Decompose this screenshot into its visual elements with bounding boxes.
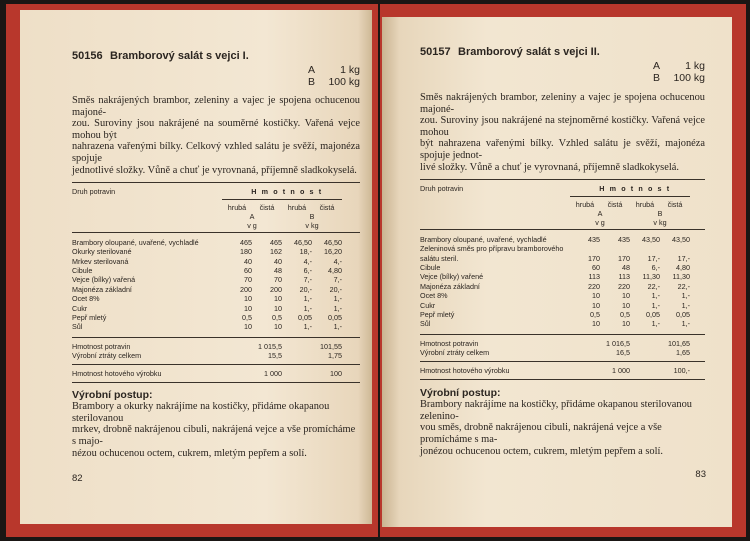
ingredient-value: 1,-: [651, 300, 660, 310]
weight-title: H m o t n o s t: [599, 184, 671, 194]
final-a: 1 000: [264, 369, 282, 379]
ingredient-value: 113: [618, 272, 630, 282]
table-top-rule: [420, 179, 705, 180]
ingredient-value: 43,50: [672, 234, 690, 244]
ingredient-value: 0,5: [620, 309, 630, 319]
final-rule: [420, 361, 705, 362]
ingredient-value: 10: [622, 291, 630, 301]
ingredient-value: 220: [618, 281, 630, 291]
yield-amounts: [308, 64, 360, 88]
group-a: A: [249, 211, 255, 221]
ingredient-name: Cukr: [420, 300, 436, 310]
ingredient-value: 1,-: [681, 291, 690, 301]
recipe-title: Bramborový salát s vejci II.: [458, 46, 600, 58]
group-labels: [72, 212, 360, 221]
procedure-text: [72, 401, 360, 460]
ingredient-value: 180: [240, 247, 252, 257]
ingredient-value: 43,50: [642, 234, 660, 244]
ingredient-value: [660, 244, 690, 253]
procedure-line: Brambory a okurky nakrájíme na kostičky, přidáme okapanou sterilovanou: [72, 400, 330, 424]
ingredient-value: 200: [240, 284, 252, 294]
table-row: [72, 294, 360, 303]
table-head: [72, 187, 360, 202]
table-row: [420, 235, 705, 244]
total-b: 101,65: [668, 338, 690, 348]
ingredient-value: 70: [274, 275, 282, 285]
ingredient-value: 1,-: [303, 294, 312, 304]
table-bottom-rule: [72, 382, 360, 383]
procedure-line: Brambory nakrájíme na kostičky, přidáme okapanou sterilovanou zelenino-: [420, 398, 693, 422]
final-label: Hmotnost hotového výrobku: [420, 366, 510, 376]
table-row: [420, 254, 705, 263]
ingredient-value: 20,-: [329, 284, 342, 294]
procedure-heading: Výrobní postup:: [72, 388, 153, 401]
ingredient-name: Okurky sterilované: [72, 247, 132, 257]
weight-rule: [222, 199, 342, 200]
ingredient-value: 10: [274, 322, 282, 332]
ingredient-name: Vejce (bílky) vařená: [72, 275, 136, 285]
table-row: [72, 304, 360, 313]
ingredient-value: 170: [588, 253, 600, 263]
ingredient-value: 40: [274, 256, 282, 266]
ingredient-value: 4,80: [328, 265, 342, 275]
ingredient-value: 4,-: [303, 256, 312, 266]
table-row: [420, 310, 705, 319]
ingredient-value: 0,5: [272, 312, 282, 322]
yield-value: 1 kg: [685, 60, 705, 72]
ingredient-value: 0,05: [328, 312, 342, 322]
page-left: [20, 10, 372, 524]
recipe-header: [72, 50, 360, 62]
ingredient-name: Mrkev sterilovaná: [72, 256, 129, 266]
ingredients-table: [420, 184, 705, 380]
ingredient-value: 435: [618, 234, 630, 244]
table-row: [72, 275, 360, 284]
table-row: [420, 291, 705, 300]
yield-key: B: [653, 72, 661, 84]
sub-header: hrubá: [635, 199, 655, 209]
final-row: [420, 366, 705, 375]
table-row: [420, 272, 705, 281]
ingredient-value: 1,-: [651, 291, 660, 301]
final-b: 100: [330, 369, 342, 379]
procedure-line: jonézou ochucenou octem, cukrem, mletým pepřem a solí.: [420, 446, 663, 458]
table-row: [72, 322, 360, 331]
weight-rule: [570, 196, 690, 197]
ingredient-value: 1,-: [333, 303, 342, 313]
ingredient-value: 7,-: [303, 275, 312, 285]
ingredient-value: 170: [618, 253, 630, 263]
final-label: Hmotnost hotového výrobku: [72, 369, 162, 379]
group-labels: [420, 209, 705, 218]
weight-title: H m o t n o s t: [251, 187, 323, 197]
ingredient-name: Brambory oloupané, uvařené, vychladlé: [420, 234, 547, 244]
ingredient-value: 10: [622, 300, 630, 310]
recipe-code: 50156: [72, 50, 103, 62]
ingredient-value: 1,-: [681, 300, 690, 310]
sub-header: hrubá: [287, 202, 307, 212]
ingredient-value: 22,-: [677, 281, 690, 291]
ingredient-value: 18,-: [299, 247, 312, 257]
ingredient-value: 1,-: [303, 303, 312, 313]
ingredient-value: 10: [274, 294, 282, 304]
unit-labels: [72, 221, 360, 230]
ingredient-value: 6,-: [651, 262, 660, 272]
unit-g: v g: [595, 218, 605, 228]
table-row: [72, 285, 360, 294]
ingredient-value: 220: [588, 281, 600, 291]
sub-header: hrubá: [575, 199, 595, 209]
sub-header: čistá: [319, 202, 335, 212]
ingredient-name: Ocet 8%: [420, 291, 448, 301]
ingredient-name: Majonéza základní: [72, 284, 132, 294]
description-line: zou. Suroviny jsou nakrájené na stejnoměrné kostičky. Vařená vejce mohou: [420, 115, 705, 138]
procedure-text: [420, 399, 705, 458]
table-row: [420, 301, 705, 310]
ingredient-value: 70: [244, 275, 252, 285]
ingredient-value: 4,80: [676, 262, 690, 272]
table-row: [420, 282, 705, 291]
table-row: [420, 244, 705, 253]
ingredient-name: Brambory oloupané, uvařené, vychladlé: [72, 237, 199, 247]
ingredient-value: 17,-: [677, 253, 690, 263]
sub-headers: [420, 200, 705, 209]
ingredient-value: 46,50: [324, 237, 342, 247]
total-a: 1 016,5: [606, 338, 630, 348]
ingredient-name: Vejce (bílky) vařené: [420, 272, 484, 282]
procedure-line: mrkev, drobně nakrájenou cibuli, nakrájená vejce a vše promícháme s majo-: [72, 424, 356, 448]
ingredient-value: 48: [274, 265, 282, 275]
recipe-code: 50157: [420, 46, 451, 58]
unit-kg: v kg: [653, 218, 667, 228]
ingredient-name: Pepř mletý: [72, 312, 107, 322]
ingredient-value: 1,-: [303, 322, 312, 332]
yield-value: 100 kg: [328, 76, 360, 88]
table-head: [420, 184, 705, 199]
ingredient-name: Pepř mletý: [420, 309, 455, 319]
total-row: [420, 348, 705, 357]
final-b: 100,-: [673, 366, 690, 376]
recipe-header: [420, 46, 705, 58]
yield-amounts: [653, 60, 705, 84]
ingredient-value: 10: [592, 300, 600, 310]
total-row: [420, 339, 705, 348]
ingredient-value: 10: [274, 303, 282, 313]
ingredients-table: [72, 187, 360, 383]
ingredient-value: [600, 244, 630, 253]
ingredient-value: 60: [592, 262, 600, 272]
recipe-description: [420, 92, 705, 173]
weight-header: [222, 187, 342, 202]
table-row: [72, 247, 360, 256]
sub-header: čistá: [259, 202, 275, 212]
description-line: Směs nakrájených brambor, zeleniny a vajec je spojena ochucenou majoné-: [420, 92, 705, 115]
ingredient-value: 1,-: [651, 319, 660, 329]
ingredient-name: Cukr: [72, 303, 88, 313]
ingredient-value: 10: [244, 303, 252, 313]
total-row: [72, 342, 360, 351]
ingredient-value: 1,-: [333, 322, 342, 332]
description-line: jednotlivé složky. Vůně a chuť je vyrovnaná, příjemně sladkokyselá.: [72, 164, 357, 176]
total-b: 1,65: [676, 348, 690, 358]
ingredient-value: 10: [244, 322, 252, 332]
ingredient-value: 162: [270, 247, 282, 257]
yield-row: [308, 76, 360, 88]
ingredient-value: 20,-: [299, 284, 312, 294]
sub-header: čistá: [667, 199, 683, 209]
description-line: nahrazena vařenými bílky. Celkový vzhled salátu je svěží, majonéza spojuje: [72, 141, 360, 164]
total-b: 101,55: [320, 341, 342, 351]
ingredient-value: 7,-: [333, 275, 342, 285]
description-line: být nahrazena vařenými bílky. Vzhled salátu je svěží, majonéza spojuje jednot-: [420, 138, 705, 161]
ingredient-value: 1,-: [681, 319, 690, 329]
ingredient-value: 435: [588, 234, 600, 244]
ingredient-value: 0,5: [590, 309, 600, 319]
weight-header: [570, 184, 690, 199]
total-a: 16,5: [616, 348, 630, 358]
table-row: [72, 238, 360, 247]
ingredient-value: 0,05: [298, 312, 312, 322]
procedure-line: nézou ochucenou octem, cukrem, mletým pepřem a solí.: [72, 448, 307, 460]
table-top-rule: [72, 182, 360, 183]
unit-kg: v kg: [305, 221, 319, 231]
yield-key: A: [308, 64, 316, 76]
table-row: [420, 263, 705, 272]
ingredient-name: Majonéza základní: [420, 281, 480, 291]
ingredient-name: Sůl: [72, 322, 83, 332]
ingredient-value: 11,30: [642, 272, 660, 282]
yield-row: [308, 64, 360, 76]
table-row: [72, 266, 360, 275]
ingredient-name: Zeleninová směs pro přípravu bramborového: [420, 244, 564, 254]
description-line: zou. Suroviny jsou nakrájené na souměrné kostičky. Vařená vejce mohou být: [72, 118, 360, 141]
column-label: Druh potravin: [72, 187, 116, 197]
total-a: 15,5: [268, 351, 282, 361]
total-label: Hmotnost potravin: [420, 338, 479, 348]
ingredient-value: 40: [244, 256, 252, 266]
yield-key: A: [653, 60, 661, 72]
sub-headers: [72, 203, 360, 212]
total-label: Hmotnost potravin: [72, 341, 131, 351]
ingredient-value: 465: [240, 237, 252, 247]
ingredient-value: 17,-: [647, 253, 660, 263]
column-label: Druh potravin: [420, 184, 464, 194]
ingredient-name: salátu steril.: [420, 253, 459, 263]
recipe-title: Bramborový salát s vejci I.: [110, 50, 249, 62]
sub-header: hrubá: [227, 202, 247, 212]
ingredient-value: 48: [622, 262, 630, 272]
ingredient-value: 60: [244, 265, 252, 275]
ingredient-name: Ocet 8%: [72, 294, 100, 304]
final-rule: [72, 364, 360, 365]
ingredient-value: 11,30: [672, 272, 690, 282]
final-a: 1 000: [612, 366, 630, 376]
ingredient-value: 46,50: [294, 237, 312, 247]
total-a: 1 015,5: [258, 341, 282, 351]
table-row: [72, 313, 360, 322]
description-line: livé složky. Vůně a chuť je vyrovnaná, příjemně sladkokyselá.: [420, 161, 679, 173]
rows-rule: [72, 232, 360, 233]
unit-g: v g: [247, 221, 257, 231]
yield-row: [653, 60, 705, 72]
procedure-line: vou směs, drobně nakrájenou cibuli, nakrájená vejce a vše promícháme s ma-: [420, 422, 662, 446]
page-right: [382, 17, 732, 527]
table-bottom-rule: [420, 379, 705, 380]
ingredient-value: 10: [622, 319, 630, 329]
group-b: B: [657, 208, 663, 218]
ingredient-value: 1,-: [333, 294, 342, 304]
yield-value: 1 kg: [340, 64, 360, 76]
yield-key: B: [308, 76, 316, 88]
ingredient-value: 10: [244, 294, 252, 304]
total-label: Výrobní ztráty celkem: [72, 351, 142, 361]
table-row: [420, 319, 705, 328]
ingredient-value: 16,20: [324, 247, 342, 257]
ingredient-value: 4,-: [333, 256, 342, 266]
ingredient-value: [570, 244, 600, 253]
description-line: Směs nakrájených brambor, zeleniny a vajec je spojena ochucenou majoné-: [72, 95, 360, 118]
rows-rule: [420, 229, 705, 230]
ingredient-value: 10: [592, 319, 600, 329]
unit-labels: [420, 218, 705, 227]
ingredient-value: 0,5: [242, 312, 252, 322]
sub-header: čistá: [607, 199, 623, 209]
yield-row: [653, 72, 705, 84]
page-number: 83: [695, 469, 706, 480]
ingredient-name: Sůl: [420, 319, 431, 329]
ingredient-name: Cibule: [420, 262, 441, 272]
group-a: A: [597, 208, 603, 218]
procedure-heading: Výrobní postup:: [420, 386, 501, 399]
recipe-description: [72, 95, 360, 176]
totals-rule: [420, 334, 705, 335]
total-row: [72, 351, 360, 360]
total-b: 1,75: [328, 351, 342, 361]
ingredient-name: Cibule: [72, 265, 93, 275]
ingredient-value: 22,-: [647, 281, 660, 291]
ingredient-value: [630, 244, 660, 253]
ingredient-value: 0,05: [646, 309, 660, 319]
page-number: 82: [72, 473, 83, 484]
ingredient-value: 113: [588, 272, 600, 282]
ingredient-value: 200: [270, 284, 282, 294]
totals-rule: [72, 337, 360, 338]
ingredient-value: 0,05: [676, 309, 690, 319]
yield-value: 100 kg: [673, 72, 705, 84]
final-row: [72, 369, 360, 378]
table-row: [72, 257, 360, 266]
ingredient-value: 465: [270, 237, 282, 247]
group-b: B: [309, 211, 315, 221]
ingredient-value: 6,-: [303, 265, 312, 275]
total-label: Výrobní ztráty celkem: [420, 348, 490, 358]
ingredient-value: 10: [592, 291, 600, 301]
